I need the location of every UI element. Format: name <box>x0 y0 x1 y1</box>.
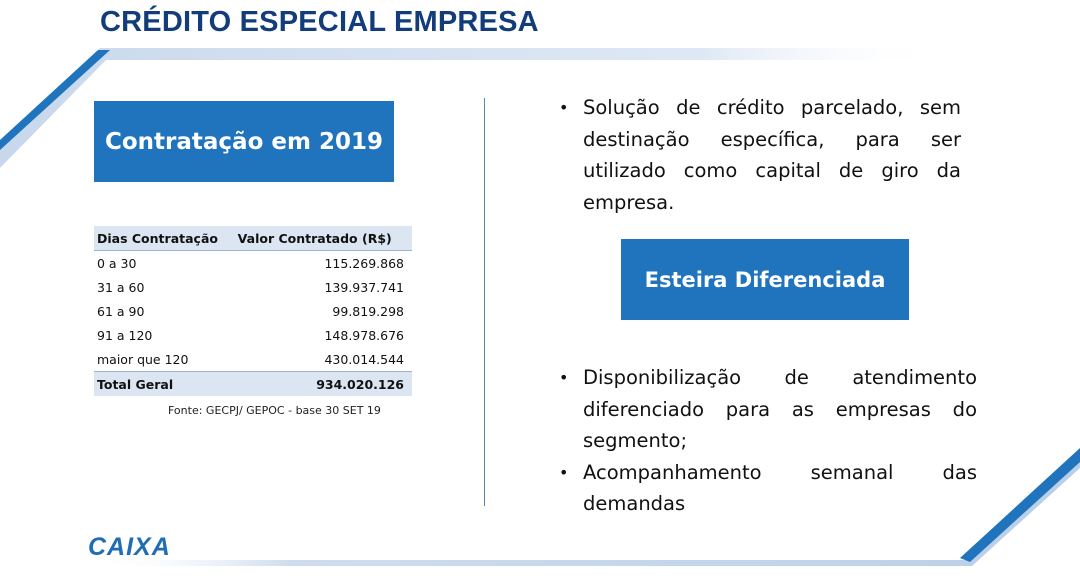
bullet-icon: • <box>559 98 569 117</box>
cell-dias: 61 a 90 <box>97 303 145 319</box>
source-note: Fonte: GECPJ/ GEPOC - base 30 SET 19 <box>168 404 381 417</box>
contratacao-banner: Contratação em 2019 <box>94 101 394 182</box>
column-header-dias: Dias Contratação <box>94 226 235 251</box>
cell-dias: maior que 120 <box>97 351 189 367</box>
table-row <box>94 299 412 323</box>
cell-valor: 115.269.868 <box>324 255 404 271</box>
cell-dias: 0 a 30 <box>97 255 137 271</box>
bullet-icon: • <box>559 368 569 387</box>
table-total-row <box>94 372 412 397</box>
total-label: Total Geral <box>94 372 235 397</box>
cell-valor: 139.937.741 <box>324 279 404 295</box>
contratacao-table <box>94 226 412 396</box>
bullet-list-bottom <box>557 362 977 520</box>
bullet-text: Disponibilização de atendimento diferenciado para as empresas do segmento; <box>583 366 977 452</box>
total-value: 934.020.126 <box>235 372 412 397</box>
bullet-item <box>557 457 977 520</box>
bullet-text: Solução de crédito parcelado, sem destinação específica, para ser utilizado como capital de giro da empresa. <box>583 96 961 214</box>
bullet-item <box>557 92 961 218</box>
bullet-item <box>557 362 977 457</box>
vertical-divider <box>484 98 485 506</box>
cell-dias: 31 a 60 <box>97 279 145 295</box>
table-row <box>94 251 412 276</box>
column-header-valor: Valor Contratado (R$) <box>235 226 412 251</box>
bullet-text: Acompanhamento semanal das demandas <box>583 460 977 515</box>
table-row <box>94 275 412 299</box>
table-header-row <box>94 226 412 251</box>
cell-valor: 430.014.544 <box>324 351 404 367</box>
cell-valor: 99.819.298 <box>332 303 404 319</box>
bullet-icon: • <box>559 462 569 482</box>
bullet-list-top <box>557 92 961 218</box>
table-row <box>94 347 412 372</box>
page-title: CRÉDITO ESPECIAL EMPRESA <box>100 6 539 38</box>
cell-dias: 91 a 120 <box>97 327 153 343</box>
table-row <box>94 323 412 347</box>
cell-valor: 148.978.676 <box>324 327 404 343</box>
esteira-banner: Esteira Diferenciada <box>621 239 909 320</box>
caixa-logo: CAIXA <box>88 533 171 561</box>
